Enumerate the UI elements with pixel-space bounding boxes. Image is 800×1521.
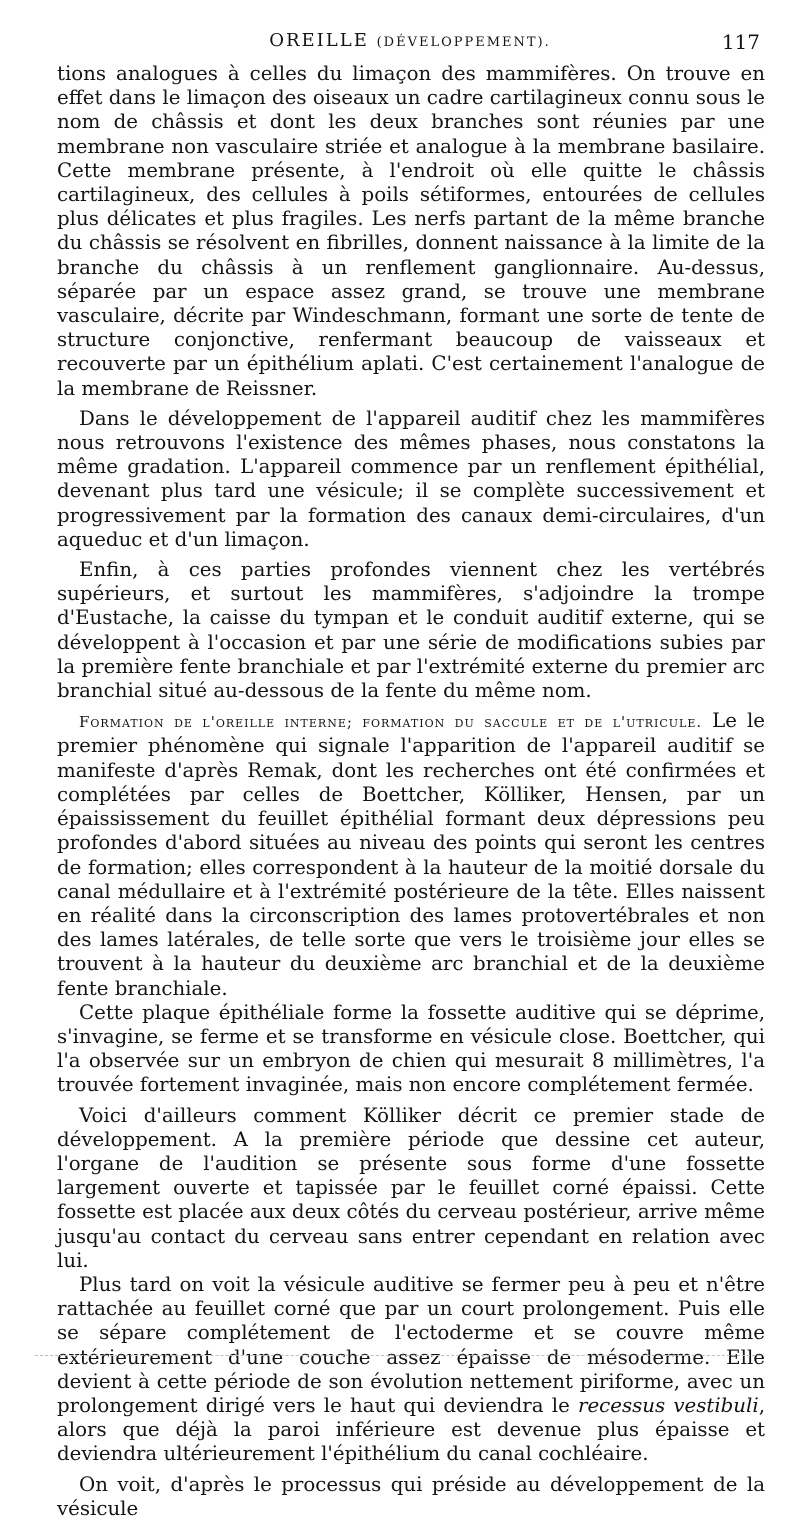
paragraph-premier-phenomene: le premier phénomène qui signale l'apparition de l'appareil auditif se manifeste d'après Remak, dont les recherches ont été confirmées et complétées par celles de Boettcher, Kölliker, Hensen, par un épaississement du feuillet épithélial formant deux dépressions peu profondes d'abord situées au niveau des points qui seront les centres de formation; elles correspondent à la hauteur de la moitié dorsale du canal médullaire et à l'extrémité postérieure de la tête. Elles naissent en réalité dans la circonscription des lames protovertébrales et non des lames latérales, de telle sorte que vers le troisième jour elles se trouvent à la hauteur du deuxième arc branchial et de la deuxième fente branchiale. [57, 709, 766, 1000]
section-heading-lead: Le [712, 709, 737, 733]
running-title-main: OREILLE [269, 30, 369, 51]
paragraph-plus-tard-text: Plus tard on voit la vésicule auditive se fermer peu à peu et n'être rattachée au feuillet corné que par un court prolongement. Puis elle se sépare complétement de l'ectoderme et se couvre même extérieurement d'une couche assez épaisse de mésoderme. Elle devient à cette période de son évolution nettement piriforme, avec un prolongement dirigé vers le haut qui deviendra le [57, 1272, 765, 1417]
running-title-sub: (DÉVELOPPEMENT). [376, 35, 551, 50]
paragraph-plaque-epitheliale: Cette plaque épithéliale forme la fossette auditive qui se déprime, s'invagine, se ferme et se transforme en vésicule close. Boettcher, qui l'a observée sur un embryon de chien qui mesurait 8 millimètres, l'a trouvée fortement invaginée, mais non encore complétement fermée. [57, 1000, 765, 1097]
footer-rule [35, 1355, 760, 1356]
running-head [60, 30, 760, 58]
paragraph-plus-tard-end: , alors que déjà la paroi inférieure est devenue plus épaisse et deviendra ultérieurement l'épithélium du canal cochléaire. [57, 1393, 766, 1466]
paragraph-parties-profondes: Enfin, à ces parties profondes viennent chez les vertébrés supérieurs, et surtout les mammifères, s'adjoindre la trompe d'Eustache, la caisse du tympan et le conduit auditif externe, qui se développent à l'occasion et par une série de modifications subies par la première fente branchiale et par l'extrémité externe du premier arc branchial situé au-dessous de la fente du même nom. [57, 558, 765, 703]
paragraph-on-voit: On voit, d'après le processus qui préside au développement de la vésicule [57, 1472, 765, 1520]
paragraph-kolliker: Voici d'ailleurs comment Kölliker décrit ce premier stade de développement. A la première période que dessine cet auteur, l'organe de l'audition se présente sous forme d'une fossette largement ouverte et tapissée par le feuillet corné épaissi. Cette fossette est placée aux deux côtés du cerveau postérieur, arrive même jusqu'au contact du cerveau sans entrer cependant en relation avec lui. [57, 1103, 765, 1272]
running-title [60, 30, 760, 51]
paragraph-formation-oreille-interne [57, 709, 765, 1000]
recessus-vestibuli-term: recessus vestibuli [578, 1393, 759, 1417]
paragraph-mammiferes: Dans le développement de l'appareil auditif chez les mammifères nous retrouvons l'existence des mêmes phases, nous constatons la même gradation. L'appareil commence par un renflement épithélial, devenant plus tard une vésicule; il se complète successivement et progressivement par la formation des canaux demi-circulaires, d'un aqueduc et d'un limaçon. [57, 406, 765, 551]
paragraph-limacon-oiseaux: tions analogues à celles du limaçon des mammifères. On trouve en effet dans le limaçon des oiseaux un cadre cartilagineux connu sous le nom de châssis et dont les deux branches sont réunies par une membrane non vasculaire striée et analogue à la membrane basilaire. Cette membrane présente, à l'endroit où elle quitte le châssis cartilagineux, des cellules à poils sétiformes, entourées de cellules plus délicates et plus fragiles. Les nerfs partant de la même branche du châssis se résolvent en fibrilles, donnent naissance à la limite de la branche du châssis à un renflement ganglionnaire. Au-dessus, séparée par un espace assez grand, se trouve une membrane vasculaire, décrite par Windeschmann, formant une sorte de tente de structure conjonctive, renfermant beaucoup de vaisseaux et recouverte par un épithélium aplati. C'est certainement l'analogue de la membrane de Reissner. [57, 62, 765, 400]
paragraph-plus-tard [57, 1273, 765, 1467]
body-text [57, 62, 765, 1521]
section-heading: Formation de l'oreille interne; formation du saccule et de l'utricule. [79, 713, 703, 732]
page-number: 117 [721, 30, 760, 54]
